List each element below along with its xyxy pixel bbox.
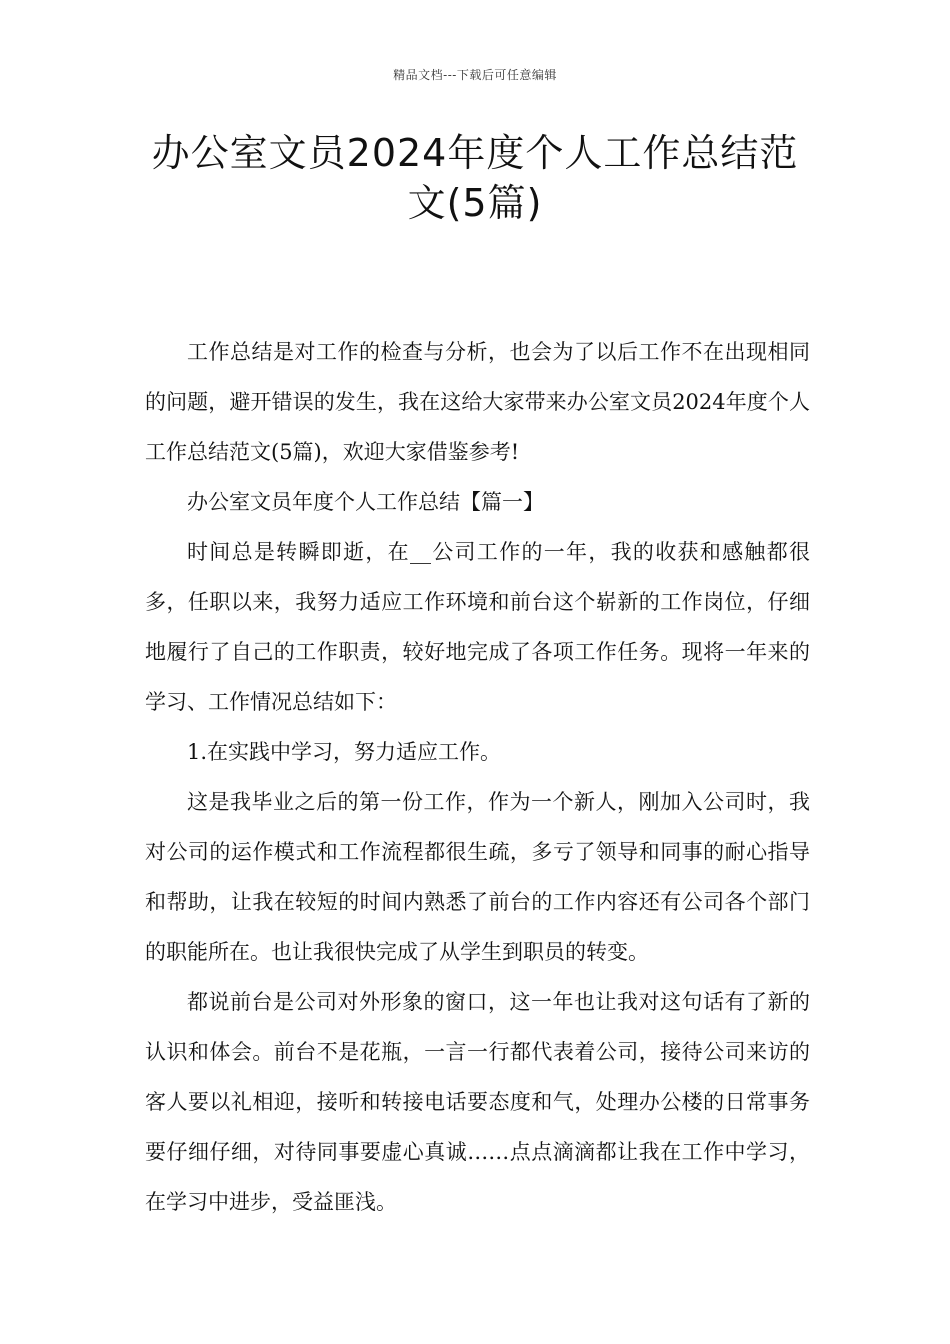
title-line-2: 文(5篇) [407, 181, 543, 225]
document-title [120, 128, 830, 228]
intro-paragraph: 工作总结是对工作的检查与分析，也会为了以后工作不在出现相同的问题，避开错误的发生，我在这给大家带来办公室文员2024年度个人工作总结范文(5篇)，欢迎大家借鉴参考! [145, 340, 810, 464]
body-paragraph: 都说前台是公司对外形象的窗口，这一年也让我对这句话有了新的认识和体会。前台不是花瓶，一言一行都代表着公司，接待公司来访的客人要以礼相迎，接听和转接电话要态度和气，处理办公楼的日常事务要仔细仔细，对待同事要虚心真诚……点点滴滴都让我在工作中学习，在学习中进步，受益匪浅。 [145, 990, 810, 1214]
body-paragraph: 这是我毕业之后的第一份工作，作为一个新人，刚加入公司时，我对公司的运作模式和工作流程都很生疏，多亏了领导和同事的耐心指导和帮助，让我在较短的时间内熟悉了前台的工作内容还有公司各个部门的职能所在。也让我很快完成了从学生到职员的转变。 [145, 790, 810, 964]
body-paragraph: 时间总是转瞬即逝，在__公司工作的一年，我的收获和感触都很多，任职以来，我努力适应工作环境和前台这个崭新的工作岗位，仔细地履行了自己的工作职责，较好地完成了各项工作任务。现将一年来的学习、工作情况总结如下： [145, 540, 810, 714]
header-note: 精品文档---下载后可任意编辑 [393, 68, 557, 82]
section-heading: 办公室文员年度个人工作总结【篇一】 [187, 490, 544, 514]
numbered-heading: 1.在实践中学习，努力适应工作。 [187, 740, 502, 764]
document-body [145, 327, 810, 1227]
title-line-1: 办公室文员2024年度个人工作总结范 [151, 131, 799, 175]
